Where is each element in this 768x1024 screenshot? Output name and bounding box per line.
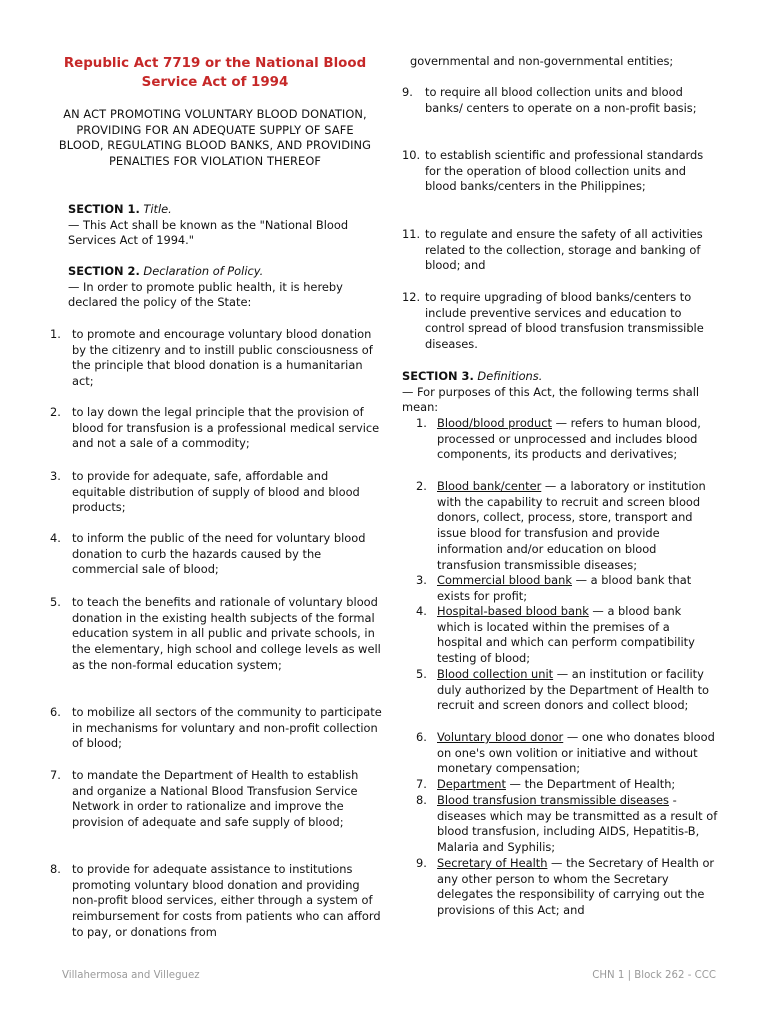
policy-item-number: 11. <box>402 227 421 241</box>
definition-number: 8. <box>416 793 427 807</box>
definition-text <box>437 793 718 856</box>
definition-item <box>402 573 718 604</box>
policy-item-text: to teach the benefits and rationale of voluntary blood donation in the existing health subjects of the formal education system in all public and private schools, in the elementary, high school and college levels as well as the non-formal education system; <box>72 595 381 672</box>
policy-item <box>402 290 718 353</box>
policy-item-text: to regulate and ensure the safety of all activities related to the collection, storage and banking of blood; and <box>425 227 703 273</box>
definition-description: — one who donates blood on one's own volition or initiative and without monetary compensation; <box>437 730 715 776</box>
document-subtitle: AN ACT PROMOTING VOLUNTARY BLOOD DONATION, PROVIDING FOR AN ADEQUATE SUPPLY OF SAFE BLOOD, REGULATING BLOOD BANKS, AND PROVIDING PENALTIES FOR VIOLATION THEREOF <box>58 107 372 169</box>
policy-item-text: to lay down the legal principle that the provision of blood for transfusion is a professional medical service and not a sale of a commodity; <box>72 405 380 451</box>
definition-term: Blood transfusion transmissible diseases <box>437 793 669 807</box>
definition-description: — the Secretary of Health or any other person to whom the Secretary delegates the responsibility of carrying out the provisions of this Act; and <box>437 856 715 918</box>
definition-number: 1. <box>416 416 427 430</box>
definition-text <box>437 856 718 919</box>
definition-text <box>437 777 718 793</box>
policy-item-number: 7. <box>50 768 61 782</box>
policy-item-number: 2. <box>50 405 61 419</box>
policy-item-continuation <box>402 54 718 70</box>
definition-text <box>437 479 718 573</box>
policy-item-text: to mobilize all sectors of the community to participate in mechanisms for voluntary and non-profit collection of blood; <box>72 705 382 751</box>
policy-item <box>50 705 386 752</box>
section-3-name: Definitions. <box>477 369 543 383</box>
policy-item-number: 12. <box>402 290 421 304</box>
policy-item-text: to inform the public of the need for voluntary blood donation to curb the hazards caused by the commercial sale of blood; <box>72 531 366 577</box>
section-1-name: Title. <box>143 202 172 216</box>
definition-number: 9. <box>416 856 427 870</box>
definition-item <box>402 856 718 919</box>
definition-description: — refers to human blood, processed or unprocessed and includes blood components, its products and derivatives; <box>437 416 701 462</box>
section-3-heading <box>402 369 718 385</box>
definition-number: 6. <box>416 730 427 744</box>
policy-item-text: to require upgrading of blood banks/centers to include preventive services and education to control spread of blood transfusion transmissible diseases. <box>425 290 704 352</box>
policy-item <box>50 327 386 390</box>
definition-item <box>402 479 718 573</box>
document-title: Republic Act 7719 or the National Blood Service Act of 1994 <box>63 56 367 90</box>
definition-number: 4. <box>416 604 427 618</box>
section-1 <box>68 202 386 249</box>
definition-description: — the Department of Health; <box>505 777 676 791</box>
policy-item-number: 3. <box>50 469 61 483</box>
footer-authors: Villahermosa and Villeguez <box>62 970 200 981</box>
section-3-label: SECTION 3. <box>402 369 474 383</box>
definition-item <box>402 793 718 856</box>
section-2-body: — In order to promote public health, it is hereby declared the policy of the State: <box>68 279 343 310</box>
definition-description: — a blood bank which is located within the premises of a hospital and which can perform compatibility testing of blood; <box>437 604 695 666</box>
definition-item <box>402 730 718 777</box>
policy-item-number: 5. <box>50 595 61 609</box>
definition-number: 2. <box>416 479 427 493</box>
section-1-heading <box>68 202 386 218</box>
definition-item <box>402 667 718 714</box>
policy-item-text: to require all blood collection units and blood banks/ centers to operate on a non-profit basis; <box>425 85 697 115</box>
definition-term: Hospital-based blood bank <box>437 604 589 618</box>
policy-item-number: 4. <box>50 531 61 545</box>
definition-text <box>437 416 718 463</box>
policy-item-text: governmental and non-governmental entities; <box>410 54 674 68</box>
definition-number: 7. <box>416 777 427 791</box>
policy-item <box>402 85 718 116</box>
policy-item-text: to provide for adequate, safe, affordable and equitable distribution of supply of blood and blood products; <box>72 469 360 515</box>
definition-term: Commercial blood bank <box>437 573 572 587</box>
section-2-heading <box>68 264 386 280</box>
section-2-label: SECTION 2. <box>68 264 140 278</box>
definition-item <box>402 416 718 463</box>
section-3-body: — For purposes of this Act, the following terms shall mean: <box>402 384 700 415</box>
policy-item <box>50 768 386 831</box>
definition-text <box>437 667 718 714</box>
definition-term: Voluntary blood donor <box>437 730 564 744</box>
policy-item <box>50 531 386 578</box>
definition-description: - diseases which may be transmitted as a result of blood transfusion, including AIDS, Hepatitis-B, Malaria and Syphilis; <box>437 793 718 855</box>
policy-item <box>50 405 386 452</box>
policy-item <box>50 595 386 674</box>
policy-item <box>50 862 386 941</box>
policy-item-text: to establish scientific and professional standards for the operation of blood collection units and blood banks/centers in the Philippines; <box>425 148 704 194</box>
definition-term: Blood bank/center <box>437 479 542 493</box>
policy-item-text: to promote and encourage voluntary blood donation by the citizenry and to instill public consciousness of the principle that blood donation is a humanitarian act; <box>72 327 373 389</box>
footer-course: CHN 1 | Block 262 - CCC <box>592 970 716 981</box>
section-2 <box>68 264 386 311</box>
policy-item-number: 9. <box>402 85 413 99</box>
definition-item <box>402 604 718 667</box>
definition-term: Department <box>437 777 506 791</box>
policy-item-text: to provide for adequate assistance to institutions promoting voluntary blood donation and providing non-profit blood services, either through a system of reimbursement for costs from patients who can afford to pay, or donations from <box>72 862 381 939</box>
definition-text <box>437 604 718 667</box>
policy-item-number: 1. <box>50 327 61 341</box>
section-2-name: Declaration of Policy. <box>143 264 264 278</box>
section-1-body: — This Act shall be known as the "National Blood Services Act of 1994." <box>68 217 349 248</box>
definition-term: Blood/blood product <box>437 416 552 430</box>
policy-item <box>50 469 386 516</box>
definition-text <box>437 573 718 604</box>
definition-text <box>437 730 718 777</box>
definition-number: 3. <box>416 573 427 587</box>
definition-item <box>402 777 718 793</box>
definition-description: — a blood bank that exists for profit; <box>437 573 692 603</box>
policy-item <box>402 227 718 274</box>
policy-item-number: 6. <box>50 705 61 719</box>
definition-term: Secretary of Health <box>437 856 548 870</box>
policy-item-text: to mandate the Department of Health to establish and organize a National Blood Transfusion Service Network in order to rationalize and improve the provision of adequate and safe supply of blood; <box>72 768 359 830</box>
definition-number: 5. <box>416 667 427 681</box>
policy-item <box>402 148 718 195</box>
section-1-label: SECTION 1. <box>68 202 140 216</box>
definition-description: — an institution or facility duly authorized by the Department of Health to recruit and screen donors and collect blood; <box>437 667 710 713</box>
policy-item-number: 8. <box>50 862 61 876</box>
policy-item-number: 10. <box>402 148 421 162</box>
definition-description: — a laboratory or institution with the capability to recruit and screen blood donors, collect, process, store, transport and issue blood for transfusion and provide information and/or education on blood transfusion transmissible diseases; <box>437 479 706 572</box>
section-3 <box>402 369 718 416</box>
definition-term: Blood collection unit <box>437 667 554 681</box>
